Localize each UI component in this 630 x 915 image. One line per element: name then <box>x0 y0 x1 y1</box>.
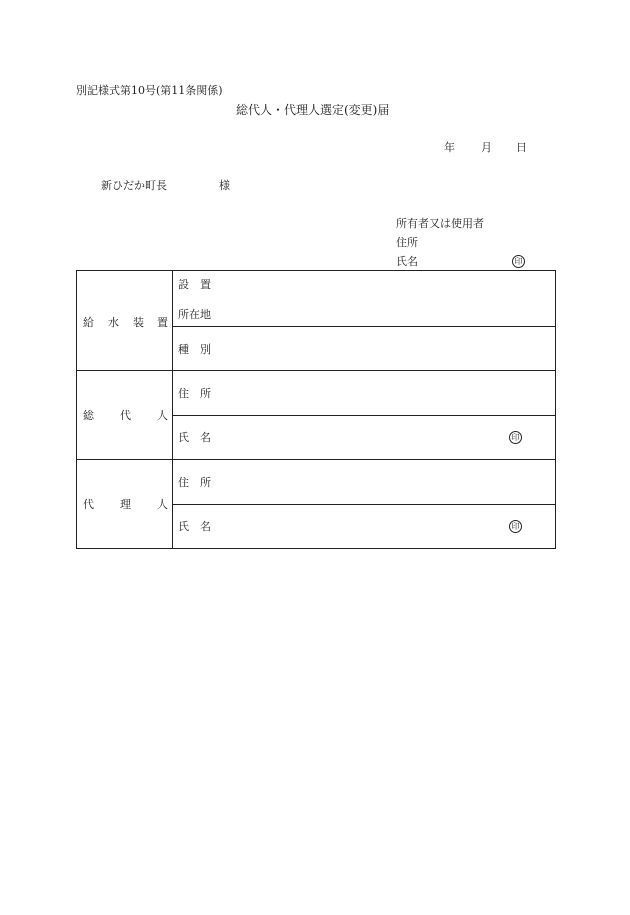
addressee-honorific: 様 <box>219 179 230 192</box>
page-title: 総代人・代理人選定(変更)届 <box>236 103 390 117</box>
row-divider-1 <box>172 326 555 327</box>
agent-char-1: 代 <box>83 498 94 511</box>
row-divider-3 <box>172 504 555 505</box>
section-divider-2 <box>77 459 555 460</box>
agent-name-label: 氏 名 <box>178 520 211 533</box>
representative-name-label: 氏 名 <box>178 431 211 444</box>
row-divider-2 <box>172 415 555 416</box>
applicant-seal-icon: 印 <box>512 255 525 268</box>
water-device-char-4: 置 <box>157 316 168 329</box>
representative-seal-icon: 印 <box>509 431 522 444</box>
agent-seal-icon: 印 <box>509 520 522 533</box>
agent-address-label: 住 所 <box>178 476 211 489</box>
type-label: 種 別 <box>178 343 211 356</box>
water-device-char-2: 水 <box>108 316 119 329</box>
applicant-name-label: 氏名 <box>396 255 418 268</box>
date-day-label: 日 <box>516 141 527 154</box>
form-table <box>76 270 556 549</box>
agent-char-3: 人 <box>157 498 168 511</box>
date-year-label: 年 <box>444 141 455 154</box>
column-divider <box>172 271 173 548</box>
agent-char-2: 理 <box>120 498 131 511</box>
date-month-label: 月 <box>481 141 492 154</box>
applicant-address-label: 住所 <box>396 236 418 249</box>
section-divider-1 <box>77 370 555 371</box>
representative-char-2: 代 <box>120 409 131 422</box>
water-device-char-1: 給 <box>83 316 94 329</box>
addressee-name: 新ひだか町長 <box>101 179 167 192</box>
form-number: 別記様式第10号(第11条関係) <box>76 84 223 97</box>
water-device-char-3: 装 <box>133 316 144 329</box>
applicant-role: 所有者又は使用者 <box>396 217 484 230</box>
representative-char-1: 総 <box>83 409 94 422</box>
installation-label: 設 置 <box>178 278 211 291</box>
representative-address-label: 住 所 <box>178 387 211 400</box>
location-label: 所在地 <box>178 308 211 321</box>
representative-char-3: 人 <box>157 409 168 422</box>
